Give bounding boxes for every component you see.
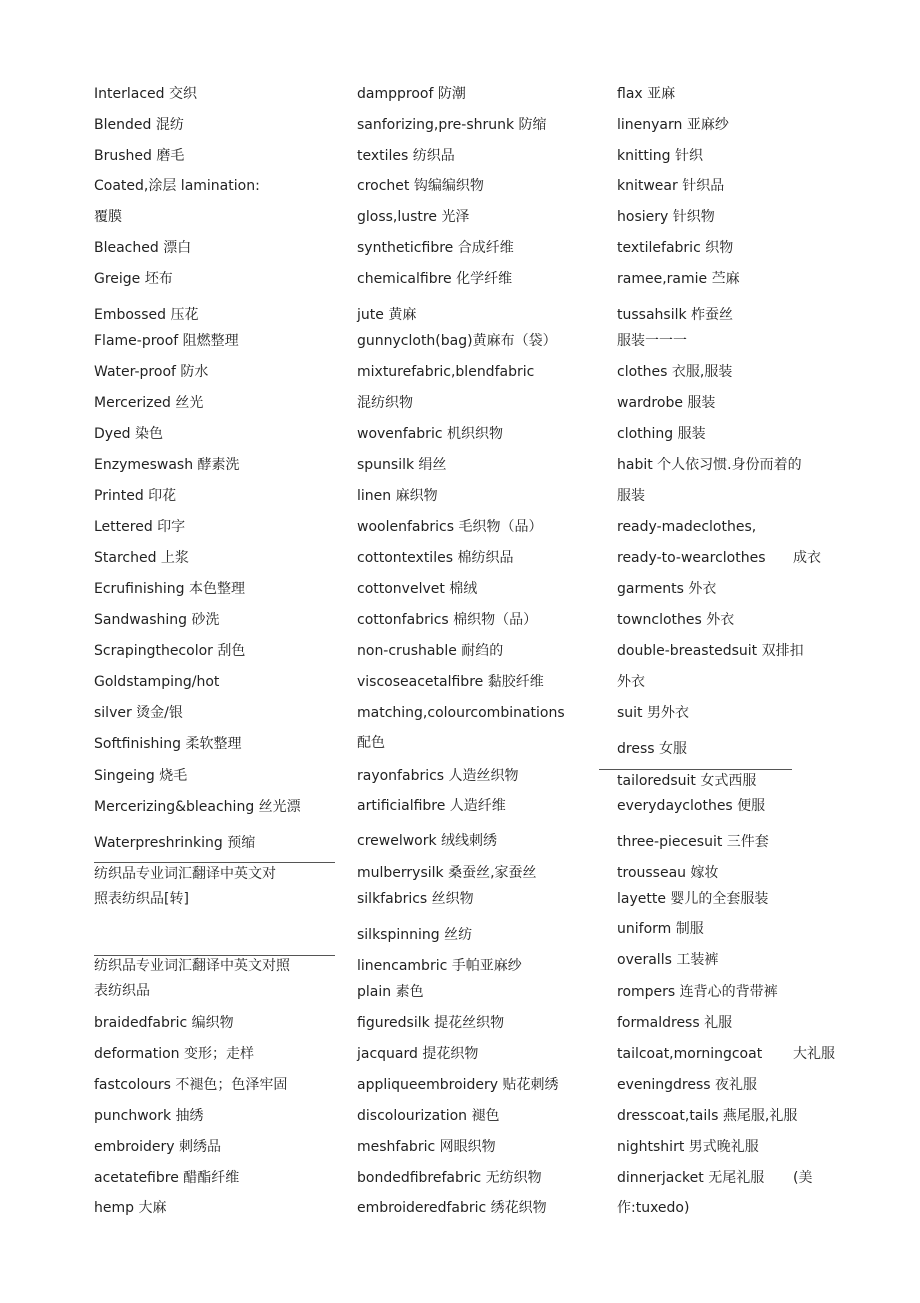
glossary-line: dress 女服 — [617, 741, 687, 757]
glossary-line: deformation 变形；走样 — [94, 1046, 254, 1062]
glossary-line: ready-to-wearclothes — [617, 550, 766, 566]
glossary-line: double-breastedsuit 双排扣 — [617, 643, 804, 659]
glossary-line: hemp 大麻 — [94, 1200, 167, 1216]
glossary-line: Scrapingthecolor 刮色 — [94, 643, 246, 659]
glossary-line: clothes 衣服,服装 — [617, 364, 733, 380]
glossary-line: 服装 — [617, 488, 645, 504]
glossary-line: jacquard 提花织物 — [357, 1046, 479, 1062]
glossary-line: Greige 坯布 — [94, 271, 173, 287]
glossary-line: wardrobe 服装 — [617, 395, 716, 411]
glossary-line: Softfinishing 柔软整理 — [94, 736, 242, 752]
glossary-line: bondedfibrefabric 无纺织物 — [357, 1170, 542, 1186]
divider-rule — [599, 769, 792, 770]
glossary-line: braidedfabric 编织物 — [94, 1015, 234, 1031]
glossary-line: 表纺织品 — [94, 983, 150, 999]
glossary-line: dampproof 防潮 — [357, 86, 466, 102]
glossary-line: textiles 纺织品 — [357, 148, 455, 164]
glossary-line: Mercerized 丝光 — [94, 395, 204, 411]
glossary-line: Interlaced 交织 — [94, 86, 197, 102]
glossary-line: Starched 上浆 — [94, 550, 189, 566]
glossary-line: fastcolours 不褪色；色泽牢固 — [94, 1077, 288, 1093]
glossary-line: tailcoat,morningcoat — [617, 1046, 763, 1062]
glossary-line: Embossed 压花 — [94, 307, 199, 323]
glossary-line: dresscoat,tails 燕尾服,礼服 — [617, 1108, 798, 1124]
glossary-line: tailoredsuit 女式西服 — [617, 773, 757, 789]
glossary-line: artificialfibre 人造纤维 — [357, 798, 506, 814]
glossary-line: 服装一一一 — [617, 333, 687, 349]
glossary-line: Brushed 磨毛 — [94, 148, 185, 164]
glossary-line: flax 亚麻 — [617, 86, 676, 102]
glossary-line: figuredsilk 提花丝织物 — [357, 1015, 505, 1031]
glossary-line: formaldress 礼服 — [617, 1015, 733, 1031]
glossary-line: 外衣 — [617, 674, 645, 690]
glossary-line: meshfabric 网眼织物 — [357, 1139, 496, 1155]
glossary-line: hosiery 针织物 — [617, 209, 715, 225]
glossary-line: gunnycloth(bag)黄麻布（袋） — [357, 333, 557, 349]
glossary-line: habit 个人依习惯.身份而着的 — [617, 457, 802, 473]
glossary-line: Bleached 漂白 — [94, 240, 192, 256]
divider-rule — [94, 862, 335, 863]
glossary-line: silkfabrics 丝织物 — [357, 891, 474, 907]
glossary-line: Waterpreshrinking 预缩 — [94, 835, 256, 851]
glossary-line: embroidery 刺绣品 — [94, 1139, 222, 1155]
glossary-line: plain 素色 — [357, 984, 424, 1000]
glossary-line: non-crushable 耐绉的 — [357, 643, 504, 659]
glossary-line: discolourization 褪色 — [357, 1108, 500, 1124]
glossary-line: linen 麻织物 — [357, 488, 438, 504]
glossary-line: ready-madeclothes, — [617, 519, 757, 535]
glossary-line: 大礼服 — [793, 1046, 835, 1062]
glossary-line: embroideredfabric 绣花织物 — [357, 1200, 547, 1216]
glossary-line: wovenfabric 机织织物 — [357, 426, 503, 442]
glossary-line: 混纺织物 — [357, 395, 413, 411]
glossary-line: clothing 服装 — [617, 426, 706, 442]
glossary-line: trousseau 嫁妆 — [617, 865, 719, 881]
glossary-line: chemicalfibre 化学纤维 — [357, 271, 513, 287]
glossary-line: woolenfabrics 毛织物（品） — [357, 519, 543, 535]
glossary-line: cottonvelvet 棉绒 — [357, 581, 478, 597]
glossary-line: knitwear 针织品 — [617, 178, 725, 194]
glossary-line: appliqueembroidery 贴花刺绣 — [357, 1077, 559, 1093]
glossary-line: overalls 工装裤 — [617, 952, 719, 968]
glossary-line: acetatefibre 醋酯纤维 — [94, 1170, 240, 1186]
glossary-line: Lettered 印字 — [94, 519, 186, 535]
glossary-line: Singeing 烧毛 — [94, 768, 188, 784]
glossary-line: suit 男外衣 — [617, 705, 689, 721]
glossary-line: 照表纺织品[转] — [94, 891, 189, 907]
glossary-line: layette 婴儿的全套服装 — [617, 891, 769, 907]
glossary-line: townclothes 外衣 — [617, 612, 735, 628]
glossary-line: 配色 — [357, 735, 385, 751]
glossary-line: uniform 制服 — [617, 921, 704, 937]
glossary-line: Goldstamping/hot — [94, 674, 220, 690]
glossary-line: 覆膜 — [94, 209, 122, 225]
glossary-line: eveningdress 夜礼服 — [617, 1077, 758, 1093]
glossary-line: Mercerizing&bleaching 丝光漂 — [94, 799, 301, 815]
glossary-line: Flame-proof 阻燃整理 — [94, 333, 239, 349]
glossary-line: 成衣 — [793, 550, 821, 566]
glossary-line: gloss,lustre 光泽 — [357, 209, 470, 225]
glossary-line: Dyed 染色 — [94, 426, 164, 442]
glossary-line: Enzymeswash 酵素洗 — [94, 457, 240, 473]
glossary-line: (美 — [793, 1170, 813, 1186]
glossary-line: linencambric 手帕亚麻纱 — [357, 958, 522, 974]
glossary-line: silkspinning 丝纺 — [357, 927, 473, 943]
glossary-line: 纺织品专业词汇翻译中英文对照 — [94, 958, 290, 974]
glossary-line: rayonfabrics 人造丝织物 — [357, 768, 519, 784]
glossary-line: matching,colourcombinations — [357, 705, 565, 721]
glossary-line: Water-proof 防水 — [94, 364, 209, 380]
glossary-line: mixturefabric,blendfabric — [357, 364, 535, 380]
glossary-line: Blended 混纺 — [94, 117, 184, 133]
glossary-line: nightshirt 男式晚礼服 — [617, 1139, 759, 1155]
glossary-line: viscoseacetalfibre 黏胶纤维 — [357, 674, 544, 690]
glossary-line: mulberrysilk 桑蚕丝,家蚕丝 — [357, 865, 537, 881]
glossary-line: knitting 针织 — [617, 148, 703, 164]
glossary-line: ramee,ramie 苎麻 — [617, 271, 740, 287]
glossary-line: three-piecesuit 三件套 — [617, 834, 769, 850]
glossary-line: punchwork 抽绣 — [94, 1108, 204, 1124]
glossary-line: silver 烫金/银 — [94, 705, 183, 721]
glossary-line: dinnerjacket 无尾礼服 — [617, 1170, 765, 1186]
glossary-line: crewelwork 绒线刺绣 — [357, 833, 498, 849]
glossary-line: garments 外衣 — [617, 581, 717, 597]
glossary-line: Ecrufinishing 本色整理 — [94, 581, 246, 597]
glossary-line: Printed 印花 — [94, 488, 177, 504]
glossary-line: Sandwashing 砂洗 — [94, 612, 220, 628]
glossary-line: jute 黄麻 — [357, 307, 417, 323]
glossary-line: 作:tuxedo) — [617, 1200, 690, 1216]
glossary-line: cottonfabrics 棉织物（品） — [357, 612, 538, 628]
glossary-line: 纺织品专业词汇翻译中英文对 — [94, 866, 276, 882]
glossary-line: rompers 连背心的背带裤 — [617, 984, 778, 1000]
glossary-line: crochet 钩编编织物 — [357, 178, 484, 194]
glossary-line: cottontextiles 棉纺织品 — [357, 550, 514, 566]
glossary-line: syntheticfibre 合成纤维 — [357, 240, 514, 256]
glossary-line: everydayclothes 便服 — [617, 798, 766, 814]
glossary-line: Coated,涂层 lamination: — [94, 178, 260, 194]
glossary-line: tussahsilk 柞蚕丝 — [617, 307, 734, 323]
glossary-line: sanforizing,pre-shrunk 防缩 — [357, 117, 547, 133]
divider-rule — [94, 955, 335, 956]
glossary-line: spunsilk 绢丝 — [357, 457, 447, 473]
glossary-line: textilefabric 织物 — [617, 240, 734, 256]
glossary-line: linenyarn 亚麻纱 — [617, 117, 729, 133]
